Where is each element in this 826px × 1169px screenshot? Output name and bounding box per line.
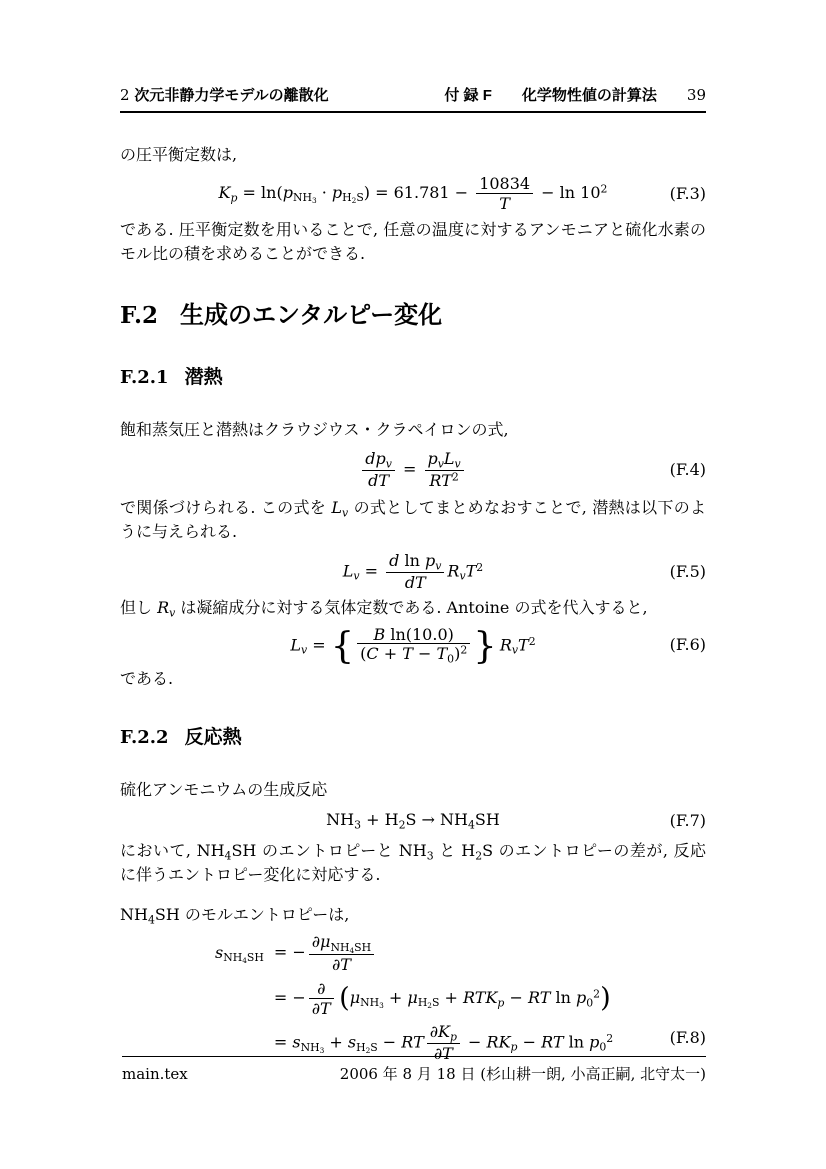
header-left-number: 2 [120, 86, 130, 104]
equation-f3-tag: (F.3) [669, 183, 706, 203]
subsection-f22-title: 反応熱 [184, 727, 242, 749]
equation-f8 [215, 933, 706, 1062]
equation-f8-line3: = $s_{NH_3} + s_{H_2S}$ − RT $\frac{\partial K_p}{\partial T}$ − $RK_p$ − RT $\ln p_0^2$ [273, 1022, 614, 1064]
header-left-text: 次元非静力学モデルの離散化 [134, 87, 329, 104]
header-appendix-label: 付 録 F [444, 87, 492, 104]
equation-f7-tag: (F.7) [669, 810, 706, 830]
equation-f3 [120, 175, 706, 212]
equation-f8-lhs: $s_{NH_4SH}$ [215, 942, 264, 966]
subsection-f21-heading [120, 365, 706, 390]
equation-f8-line1: = − $\frac{\partial\mu_{NH_4SH}}{\partial T}$ [274, 933, 613, 973]
equation-f6-tag: (F.6) [669, 635, 706, 655]
equation-f3-body: $K_p = \ln(p_{NH_3} \cdot p_{H_2S}) = 61.781$ − $\frac{10834}{T}$ − $\ln 10^2$ [218, 174, 608, 213]
subsection-f22-number: F.2.2 [120, 727, 169, 749]
equation-f8-line2: = − $\frac{\partial}{\partial T}$ ($\mu_{NH_3} + \mu_{H_2S} + RTK_p$ − RT $\ln p_0^2$) [273, 978, 611, 1018]
section-f2-heading [120, 300, 706, 331]
equation-f7-body: $NH_3 + H_2S \to NH_4SH$ [326, 810, 500, 832]
paragraph-reaction-intro: 硫化アンモニウムの生成反応 [120, 780, 328, 800]
paragraph-gas-constant: 但し $R_v$ は凝縮成分に対する気体定数である. Antoine の式を代入すると, [120, 597, 648, 619]
equation-f6-body: $L_v$ = { $\frac{\text{B ln(10.0)}}{(C + T - T_0)^2}$ } $R_vT^2$ [290, 623, 536, 667]
footer-date-authors: 2006 年 8 月 18 日 (杉山耕一朗, 小高正嗣, 北守太一) [339, 1065, 706, 1083]
section-f2-number: F.2 [120, 302, 159, 330]
footer-filename: main.tex [122, 1065, 188, 1083]
paragraph-kp-intro: の圧平衡定数は, [120, 145, 238, 164]
equation-f4 [120, 450, 706, 490]
running-header [120, 84, 706, 113]
subsection-f21-title: 潜熱 [184, 367, 223, 389]
equation-f6 [120, 623, 706, 667]
equation-f7 [120, 810, 706, 831]
section-f2-title: 生成のエンタルピー変化 [180, 302, 443, 330]
equation-f5 [120, 552, 706, 592]
header-appendix-title: 化学物性値の計算法 [521, 87, 657, 104]
subsection-f21-number: F.2.1 [120, 367, 169, 389]
paragraph-clausius: 飽和蒸気圧と潜熱はクラウジウス・クラペイロンの式, [120, 420, 509, 440]
paragraph-entropy-difference: において, $NH_4SH$ のエントロピーと $NH_3$ と $H_2S$ のエントロピーの差が, 反応に伴うエントロピー変化に対応する. [120, 841, 706, 885]
equation-f5-body: $L_v$ = $\frac{d \ln p_v}{dT}$ $R_vT^2$ [342, 550, 484, 593]
paragraph-latent-heat: で関係づけられる. この式を $L_v$ の式としてまとめなおすことで, 潜熱は以下のように与えられる. [120, 497, 706, 541]
paragraph-molar-entropy: $NH_4SH$ のモルエントロピーは, [120, 905, 350, 927]
page-footer [122, 1056, 706, 1084]
header-right [444, 84, 706, 105]
paragraph-kp-usage: である. 圧平衡定数を用いることで, 任意の温度に対するアンモニアと硫化水素のモル比の積を求めることができる. [120, 220, 706, 264]
subsection-f22-heading [120, 725, 706, 750]
equation-f4-tag: (F.4) [669, 460, 706, 480]
equation-f5-tag: (F.5) [669, 561, 706, 581]
page-number: 39 [686, 86, 706, 104]
header-left-title [120, 84, 329, 105]
paragraph-dearu: である. [120, 669, 174, 689]
equation-f4-body: $\frac{dp_v}{dT}$ = $\frac{p_vL_v}{RT^2}$ [359, 450, 466, 490]
equation-f8-tag: (F.8) [669, 1027, 706, 1047]
